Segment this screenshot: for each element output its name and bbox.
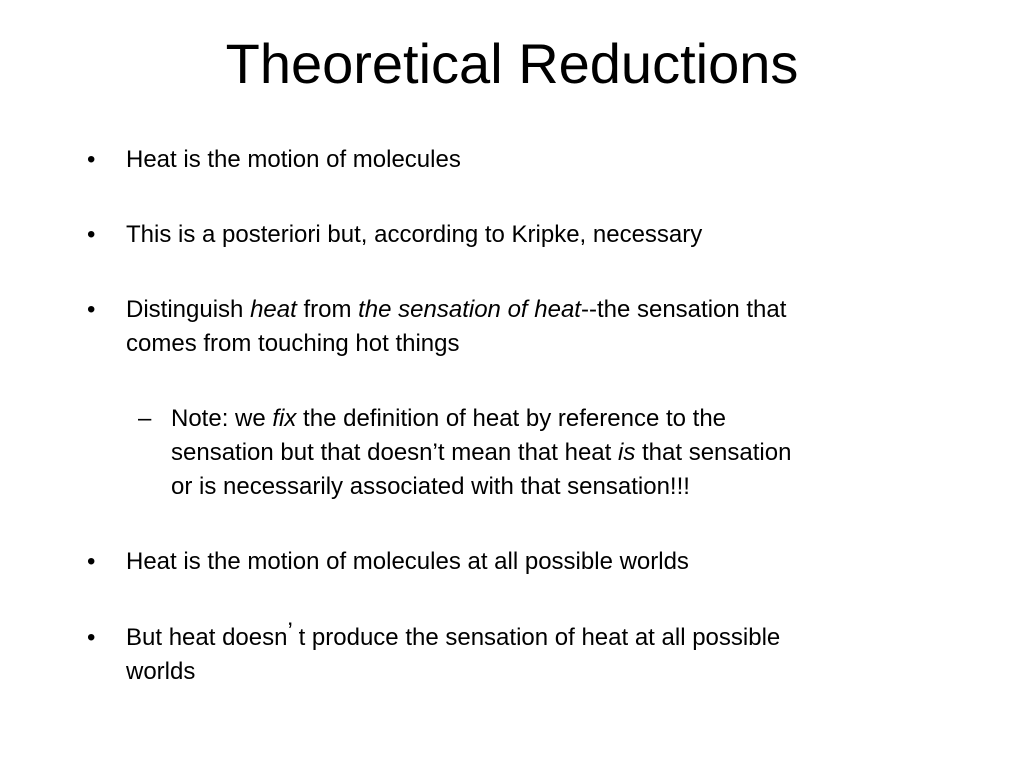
text-run: But heat doesn — [126, 624, 288, 651]
text-run: Note: we — [171, 405, 273, 432]
bullet-marker: • — [87, 221, 96, 248]
text-run: Distinguish — [126, 296, 251, 323]
bullet-item-2 — [87, 218, 926, 252]
slide-title: Theoretical Reductions — [225, 32, 799, 95]
text-run: from — [296, 296, 359, 323]
bullet-line-1 — [126, 618, 926, 655]
italic-term: is — [617, 439, 636, 466]
italic-term: the sensation of heat — [358, 296, 581, 323]
sub-bullet-line-2 — [171, 436, 931, 470]
bullet-text: This is a posteriori but, according to Kripke, necessary — [126, 221, 703, 248]
text-run: the definition of heat by reference to the — [296, 405, 727, 432]
text-run: --the sensation that — [580, 296, 787, 323]
bullet-marker: • — [87, 548, 96, 575]
bullet-text: Heat is the motion of molecules — [126, 146, 461, 173]
text-run: sensation but that doesn’t mean that heat — [171, 439, 618, 466]
bullet-item-5 — [87, 618, 926, 689]
italic-term: fix — [272, 405, 297, 432]
text-run: that sensation — [635, 439, 792, 466]
text-run: t produce the sensation of heat at all possible — [291, 624, 781, 651]
bullet-marker: • — [87, 624, 96, 651]
bullet-marker: • — [87, 296, 96, 323]
bullet-item-4 — [87, 545, 926, 579]
apostrophe: ’ — [287, 618, 292, 645]
bullet-line-1 — [126, 293, 926, 327]
bullet-marker: • — [87, 146, 96, 173]
sub-bullet-line-1 — [171, 402, 931, 436]
bullet-line-2: comes from touching hot things — [126, 330, 460, 357]
sub-bullet-item — [138, 402, 931, 504]
italic-term: heat — [250, 296, 297, 323]
dash-marker: – — [138, 405, 152, 432]
bullet-item-3 — [87, 293, 926, 361]
bullet-item-1 — [87, 143, 926, 177]
sub-bullet-line-3: or is necessarily associated with that sensation!!! — [171, 473, 690, 500]
bullet-line-2: worlds — [126, 658, 196, 685]
bullet-text: Heat is the motion of molecules at all possible worlds — [126, 548, 689, 575]
